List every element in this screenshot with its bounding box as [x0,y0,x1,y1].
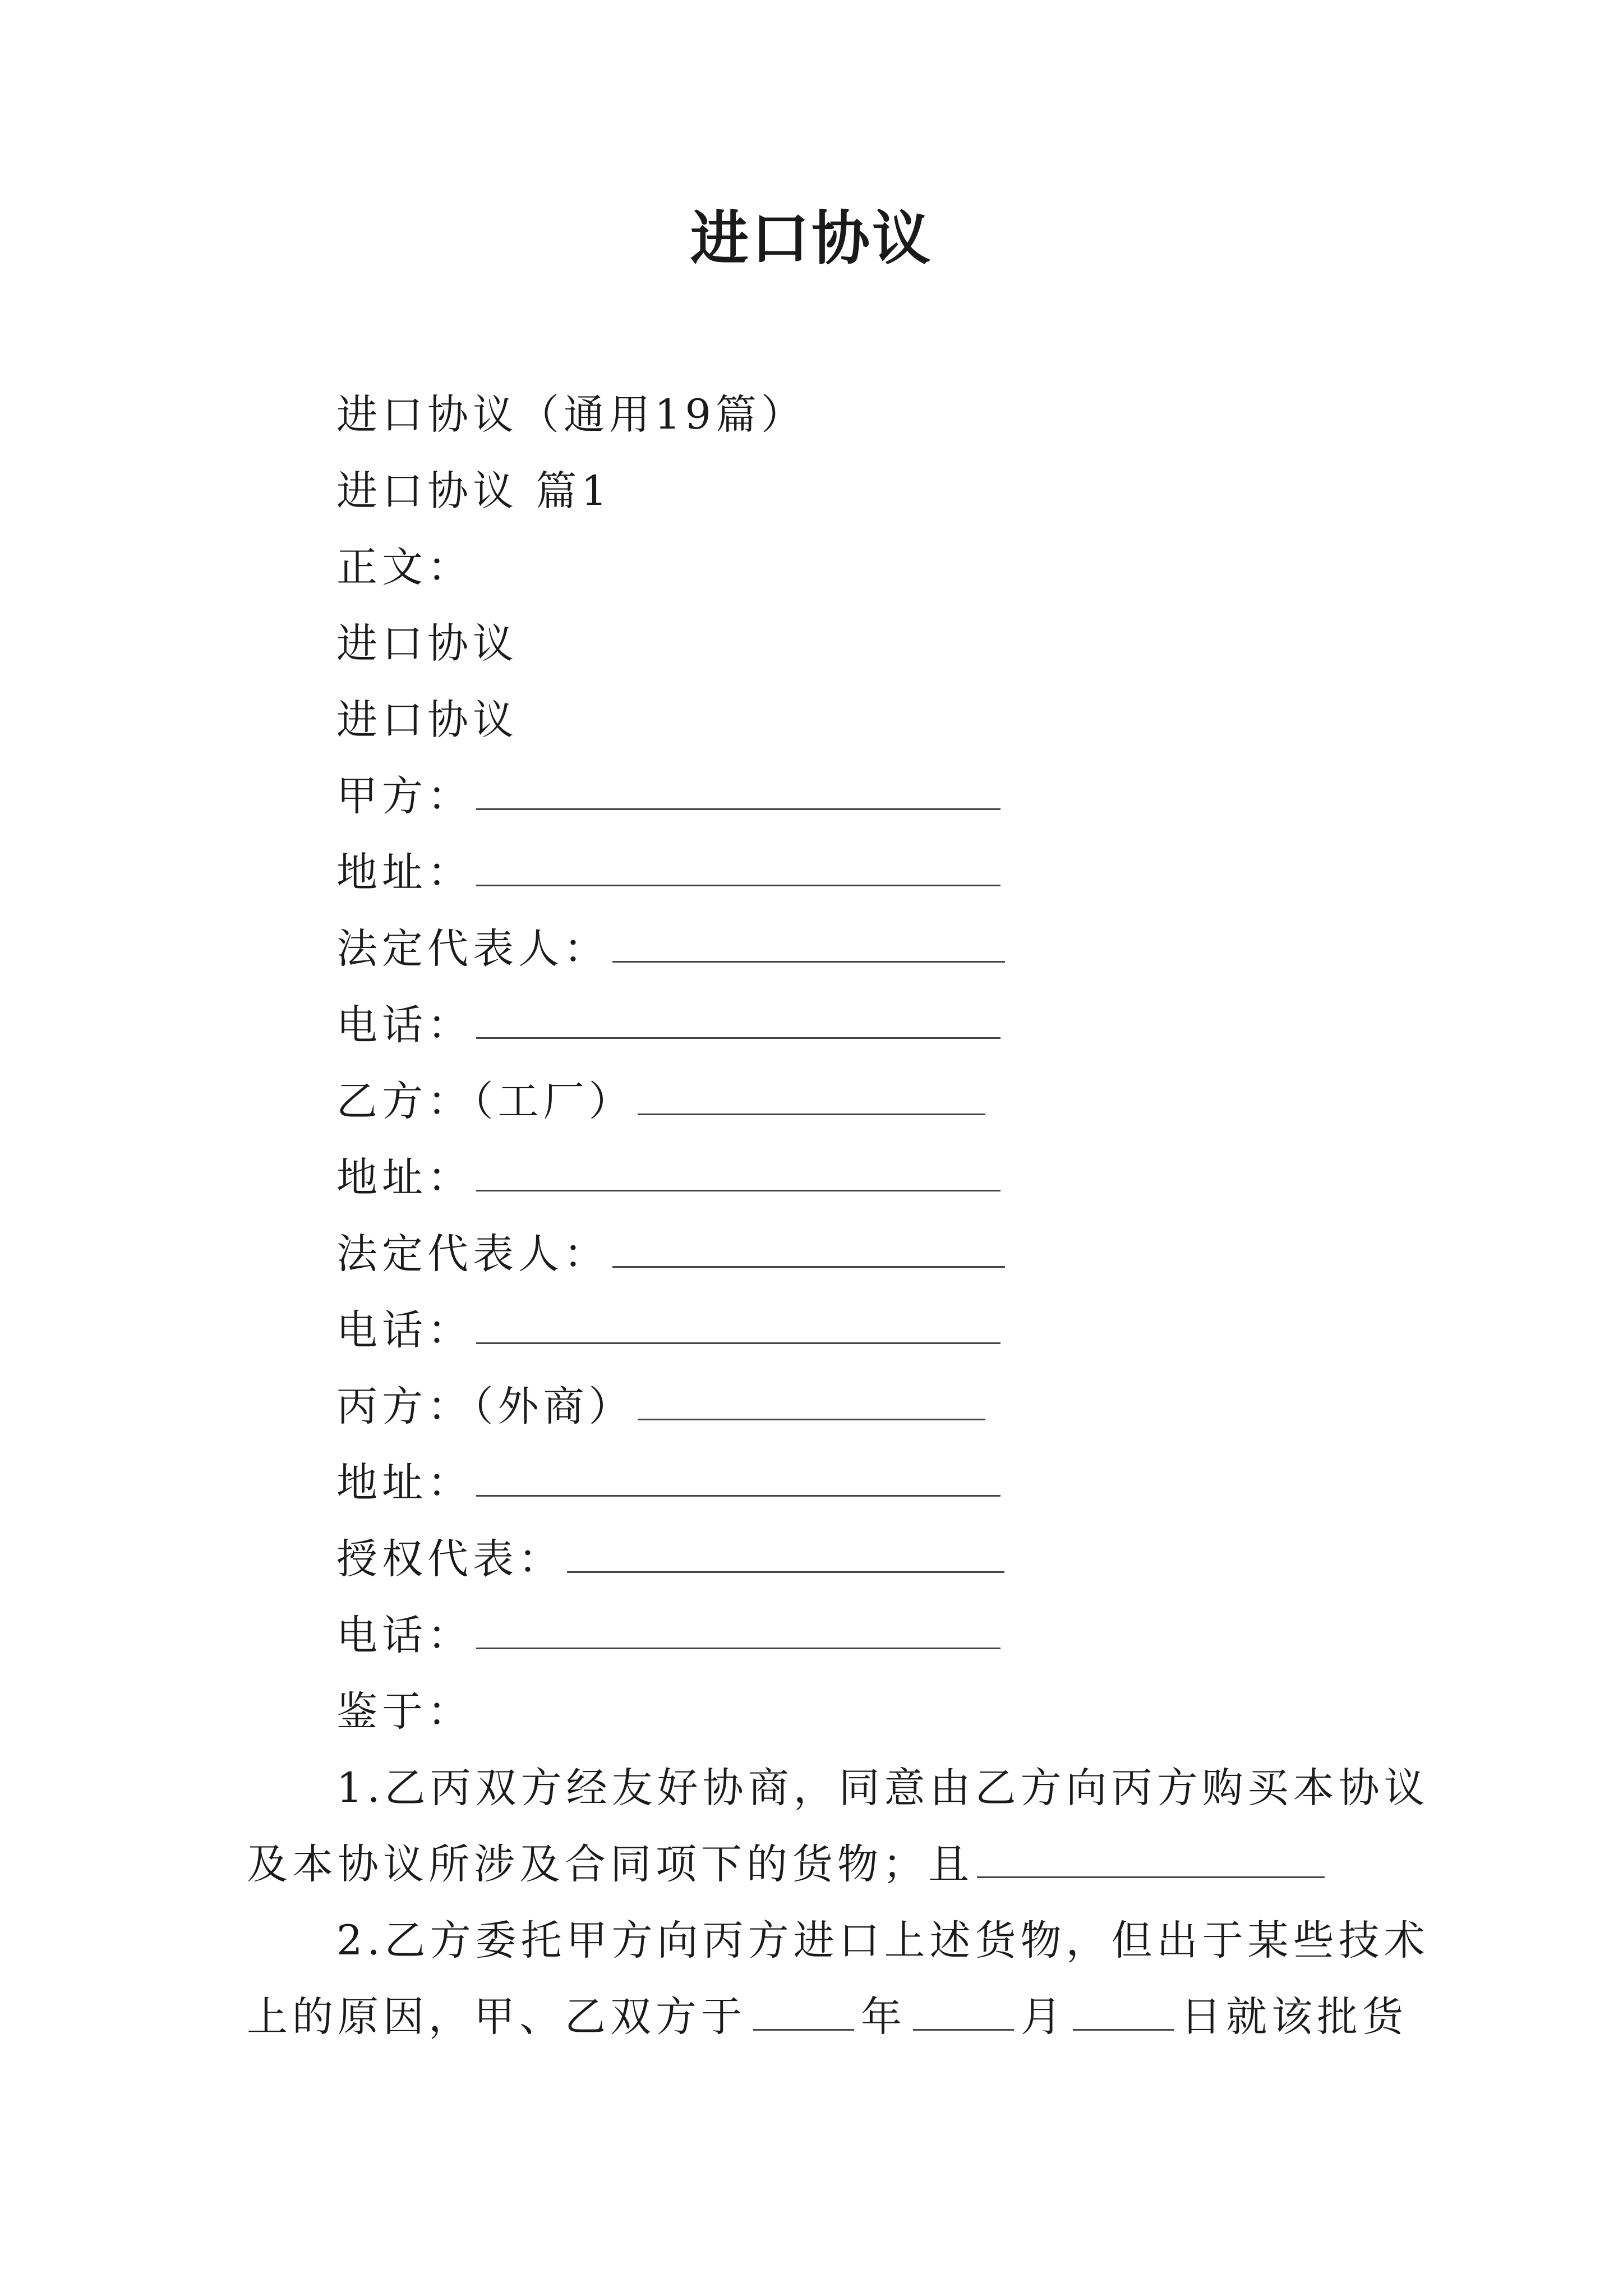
party-c-line [336,1379,985,1435]
party-a-phone-blank[interactable] [476,998,1000,1039]
party-a-rep-line [336,921,1005,977]
month-blank[interactable] [913,1990,1014,2031]
party-c-phone-line [336,1608,1000,1664]
party-c-label: 丙方：（外商） [336,1383,634,1430]
party-b-address-label: 地址： [336,1154,473,1202]
party-c-phone-label: 电话： [336,1612,473,1659]
clause-1-blank[interactable] [977,1837,1325,1878]
month-label: 月 [1021,1993,1066,2041]
day-blank[interactable] [1073,1990,1174,2031]
party-a-address-blank[interactable] [476,845,1000,886]
whereas-label: 鉴于： [336,1688,473,1736]
year-label: 年 [861,1993,906,2041]
clause-2-line-1: 2.乙方委托甲方向丙方进口上述货物，但出于某些技术 [336,1917,1430,1964]
clause-1 [247,1760,1430,1893]
party-c-phone-blank[interactable] [476,1608,1000,1649]
party-b-rep-blank[interactable] [612,1227,1005,1268]
article-heading: 进口协议 篇1 [336,467,612,515]
clause-2 [247,1913,1430,2045]
party-a-label: 甲方： [336,772,473,820]
clause-1-line-2: 及本协议所涉及合同项下的货物；且 [247,1841,974,1888]
party-c-rep-blank[interactable] [567,1532,1004,1573]
party-b-address-line [336,1150,1000,1206]
agreement-heading-2: 进口协议 [336,696,518,744]
party-a-rep-blank[interactable] [612,922,1005,963]
party-c-address-blank[interactable] [476,1456,1000,1497]
party-b-blank[interactable] [638,1074,985,1115]
subtitle: 进口协议（通用19篇） [336,391,806,439]
party-b-line [336,1074,985,1130]
clause-2-line-2: 上的原因，甲、乙双方于 [247,1993,746,2041]
year-blank[interactable] [753,1990,854,2031]
party-b-address-blank[interactable] [476,1151,1000,1191]
party-a-phone-line [336,997,1000,1053]
party-a-phone-label: 电话： [336,1001,473,1049]
party-a-line [336,769,1000,825]
party-b-phone-label: 电话： [336,1306,473,1354]
party-c-address-line [336,1455,1000,1511]
party-a-rep-label: 法定代表人： [336,925,609,973]
clause-1-line-1: 1.乙丙双方经友好协商，同意由乙方向丙方购买本协议 [336,1764,1430,1812]
body-label: 正文： [336,544,473,591]
clause-2-line-2-tail: 日就该批货 [1181,1993,1408,2041]
party-b-rep-label: 法定代表人： [336,1230,609,1278]
party-c-blank[interactable] [638,1379,985,1420]
party-b-phone-line [336,1303,1000,1359]
party-a-address-label: 地址： [336,849,473,896]
party-c-rep-label: 授权代表： [336,1535,564,1583]
document-title: 进口协议 [690,204,933,273]
party-b-rep-line [336,1226,1005,1282]
party-a-address-line [336,845,1000,901]
agreement-heading-1: 进口协议 [336,620,518,668]
party-c-address-label: 地址： [336,1459,473,1507]
party-a-blank[interactable] [476,769,1000,810]
party-b-phone-blank[interactable] [476,1303,1000,1344]
party-c-rep-line [336,1531,1004,1588]
party-b-label: 乙方：（工厂） [336,1078,634,1125]
